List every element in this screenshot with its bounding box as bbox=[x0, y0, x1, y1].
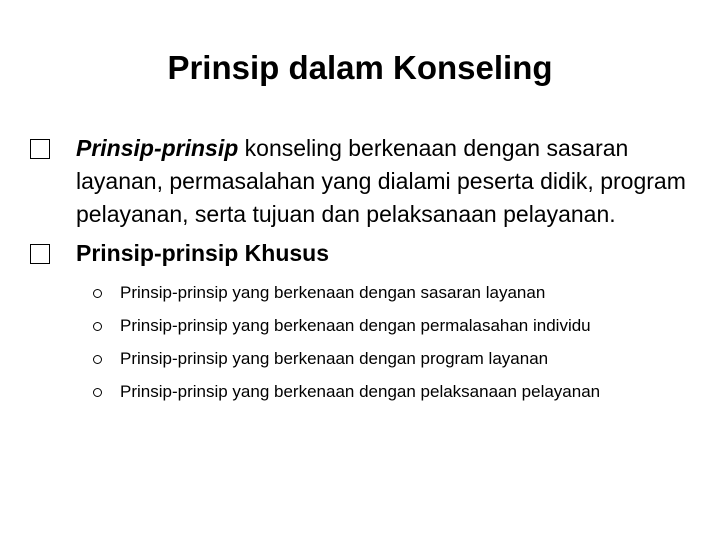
bullet-item-1 bbox=[30, 132, 700, 231]
slide-body bbox=[30, 132, 700, 412]
sub-bullet-item bbox=[90, 346, 700, 372]
bullet-lead-italic: Prinsip-prinsip bbox=[76, 135, 239, 161]
sub-bullet-text: Prinsip-prinsip yang berkenaan dengan program layanan bbox=[120, 349, 549, 368]
square-bullet-icon bbox=[30, 244, 50, 264]
sub-bullet-text: Prinsip-prinsip yang berkenaan dengan pelaksanaan pelayanan bbox=[120, 382, 601, 401]
square-bullet-icon bbox=[30, 139, 50, 159]
circle-bullet-icon bbox=[93, 388, 102, 397]
circle-bullet-icon bbox=[93, 355, 102, 364]
slide-title: Prinsip dalam Konseling bbox=[167, 49, 553, 86]
bullet-heading: Prinsip-prinsip Khusus bbox=[76, 240, 330, 266]
circle-bullet-icon bbox=[93, 322, 102, 331]
sub-bullet-text: Prinsip-prinsip yang berkenaan dengan sasaran layanan bbox=[120, 283, 546, 302]
sub-bullet-list bbox=[30, 280, 700, 405]
circle-bullet-icon bbox=[93, 289, 102, 298]
bullet-item-2 bbox=[30, 237, 700, 270]
bullet-text: konseling berkenaan dengan sasaran layanan, permasalahan yang dialami peserta didik, program pelayanan, serta tujuan dan pelaksanaan pelayanan. bbox=[76, 135, 686, 227]
sub-bullet-text: Prinsip-prinsip yang berkenaan dengan permalasahan individu bbox=[120, 316, 591, 335]
sub-bullet-item bbox=[90, 280, 700, 306]
sub-bullet-item bbox=[90, 379, 700, 405]
sub-bullet-item bbox=[90, 313, 700, 339]
